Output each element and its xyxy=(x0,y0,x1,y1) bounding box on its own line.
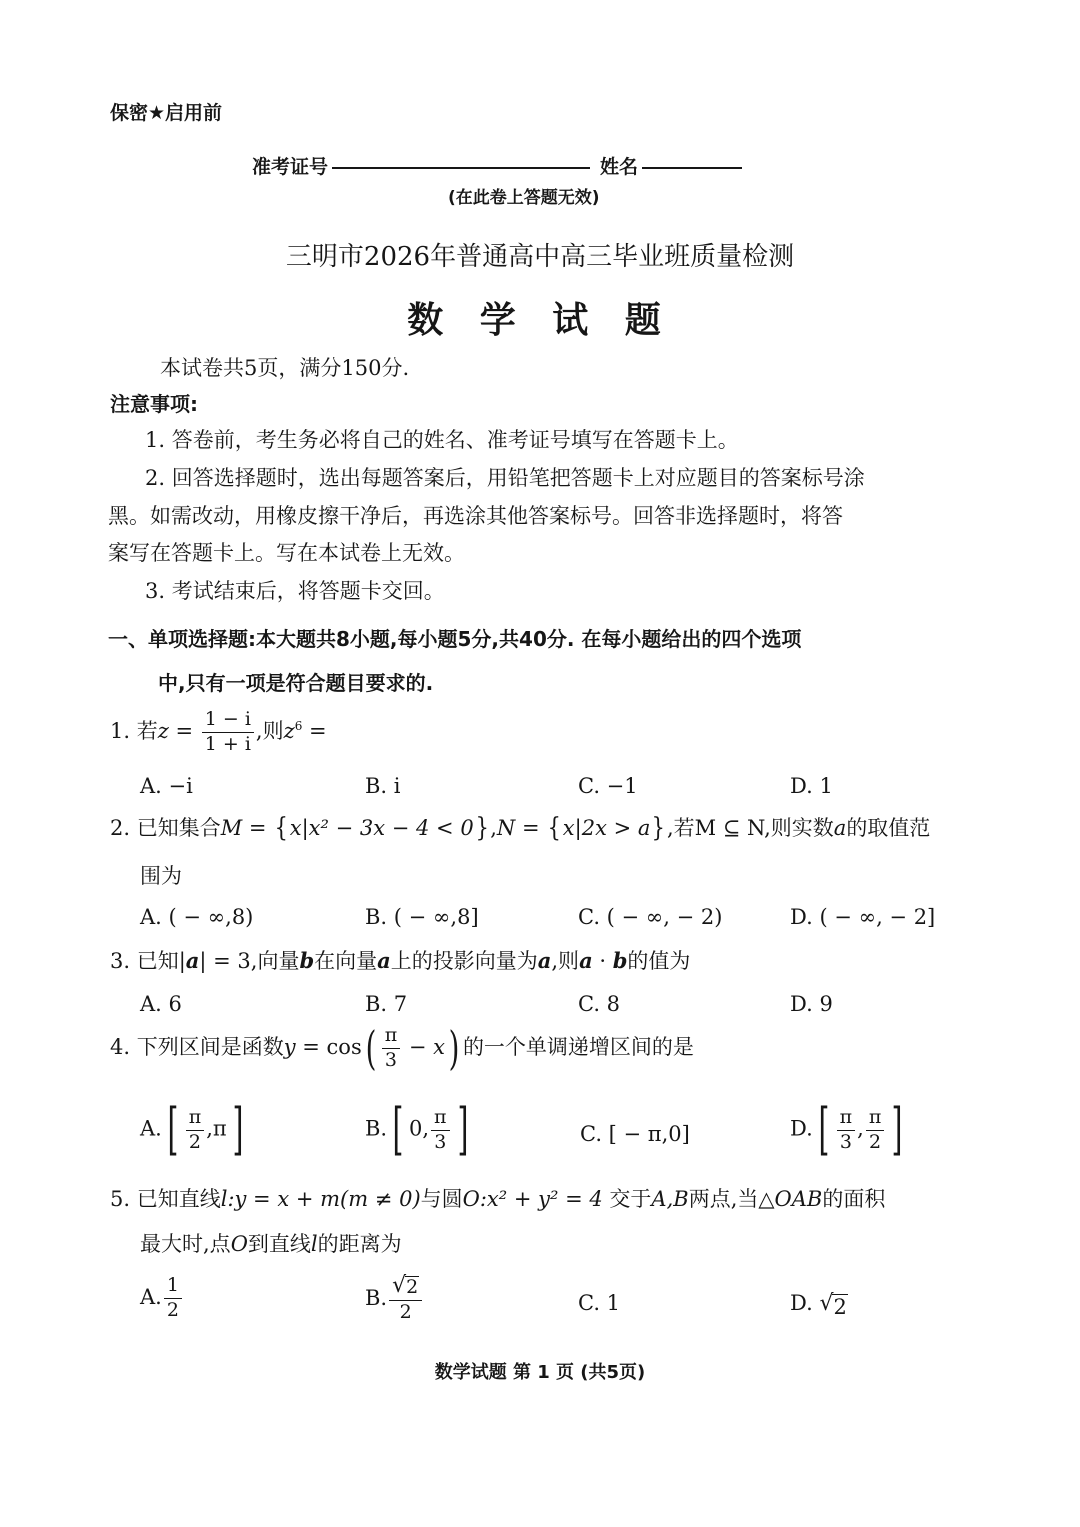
q2-set-m-name: M xyxy=(220,816,243,840)
q5-var-o-2: O xyxy=(230,1232,248,1256)
q3-option-d: D. 9 xyxy=(790,992,833,1016)
q3-text-4: ,则 xyxy=(551,949,580,973)
question-4: 4. 下列区间是函数y = cos( $\frac{\pi}{3}$ − x) 的一个单调递增区间的是 xyxy=(110,1021,694,1076)
q4-option-d-den-2: 2 xyxy=(869,1130,882,1153)
q4-option-a-num: π xyxy=(186,1107,205,1131)
q2-set-m: x|x² − 3x − 4 < 0 xyxy=(289,816,474,840)
q5-option-a-den: 2 xyxy=(166,1298,179,1321)
q1-var-z6: z xyxy=(283,718,295,743)
q5-line-equation: :y = x + m(m ≠ 0) xyxy=(227,1187,421,1211)
subject-title: 数 学 试 题 xyxy=(407,300,673,341)
q2-set-n-name: N xyxy=(496,816,516,840)
q4-var-y: y xyxy=(283,1034,296,1059)
q4-fraction xyxy=(382,1025,401,1072)
q2-option-d: D. ( − ∞, − 2] xyxy=(790,905,936,929)
q3-vec-a-3: a xyxy=(537,948,552,973)
q3-tail: 的值为 xyxy=(627,949,691,973)
question-2: 2. 已知集合M = {x|x² − 3x − 4 < 0},N = {x|2x > a},若M ⊆ N,则实数a的取值范 xyxy=(110,813,931,843)
ticket-number-blank xyxy=(332,167,590,169)
section-1-heading-line-2: 中,只有一项是符合题目要求的. xyxy=(158,671,434,695)
q2-prefix: 2. 已知集合 xyxy=(110,816,221,840)
q5-option-b-den: 2 xyxy=(399,1300,412,1323)
q5-line2-tail: 的距离为 xyxy=(317,1232,402,1256)
q4-option-d-frac-1 xyxy=(837,1107,856,1154)
q2-condition: ,若M ⊆ N,则实数 xyxy=(666,816,834,840)
q1-tail: = xyxy=(302,718,327,743)
q4-option-d-num-1: π xyxy=(837,1107,856,1131)
q5-tail: 的面积 xyxy=(822,1187,886,1211)
notice-item-2-line-1: 2. 回答选择题时，选出每题答案后，用铅笔把答题卡上对应题目的答案标号涂 xyxy=(145,466,865,490)
q5-line2-prefix: 最大时,点 xyxy=(140,1232,231,1256)
q5-option-b-radicand: 2 xyxy=(406,1276,419,1298)
q4-option-b-frac xyxy=(431,1107,450,1154)
candidate-info-row xyxy=(252,152,742,179)
q3-dot: · xyxy=(592,949,613,973)
q4-option-c: C. [ − π,0] xyxy=(580,1122,690,1146)
notice-item-1: 1. 答卷前，考生务必将自己的姓名、准考证号填写在答题卡上。 xyxy=(145,428,739,452)
q5-option-a-frac xyxy=(164,1275,182,1322)
question-5-line-2 xyxy=(140,1228,402,1258)
section-1-heading-line-1: 一、单项选择题:本大题共8小题,每小题5分,共40分. 在每小题给出的四个选项 xyxy=(108,627,802,651)
q1-exponent: 6 xyxy=(294,718,303,733)
q4-option-a: A.[ $\frac{\pi}{2}$ ,π] xyxy=(140,1097,244,1162)
q4-prefix: 4. 下列区间是函数 xyxy=(110,1034,284,1059)
q4-option-a-label: A. xyxy=(140,1116,162,1141)
q4-option-a-rest: ,π xyxy=(206,1116,227,1141)
q3-vec-b-2: b xyxy=(612,948,628,973)
ticket-number-label: 准考证号 xyxy=(252,156,329,178)
q5-var-l-2: l xyxy=(310,1232,318,1256)
q5-option-b xyxy=(365,1275,424,1324)
exam-org-title: 三明市2026年普通高中高三毕业班质量检测 xyxy=(285,242,795,272)
question-3 xyxy=(110,945,690,975)
question-2-line-2: 围为 xyxy=(140,864,182,888)
notice-item-2-line-2: 黑。如需改动，用橡皮擦干净后，再选涂其他答案标号。回答非选择题时，将答 xyxy=(108,504,843,528)
q4-minus-x: − x xyxy=(402,1034,445,1059)
q1-var-z: z xyxy=(157,718,169,743)
q5-option-d-radicand: 2 xyxy=(833,1295,847,1319)
q2-var-a: a xyxy=(833,816,847,840)
q5-circle-equation: :x² + y² = 4 xyxy=(479,1187,603,1211)
q4-cos: = cos xyxy=(295,1034,362,1059)
q3-text-1: | = 3,向量 xyxy=(199,949,300,973)
q4-option-a-den: 2 xyxy=(188,1130,201,1153)
name-label: 姓名 xyxy=(600,156,639,178)
q1-denominator: 1 + i xyxy=(204,732,251,755)
q1-option-a: A. −i xyxy=(140,774,193,798)
question-5-line-1 xyxy=(110,1183,885,1213)
question-1 xyxy=(110,709,327,756)
q5-var-l: l xyxy=(220,1187,228,1211)
q1-then: ,则 xyxy=(255,718,284,743)
q5-option-b-label: B. xyxy=(365,1285,388,1310)
q5-text-1: 与圆 xyxy=(420,1187,463,1211)
q5-option-b-num: √ 2 xyxy=(389,1275,422,1301)
page-footer: 数学试题 第 1 页 (共5页) xyxy=(434,1362,646,1383)
q5-option-d-label: D. xyxy=(790,1291,813,1315)
q1-option-b: B. i xyxy=(365,774,401,798)
q4-option-d-comma: , xyxy=(857,1116,864,1141)
notice-item-2-line-3: 案写在答题卡上。写在本试卷上无效。 xyxy=(108,541,465,565)
q2-tail: 的取值范 xyxy=(846,816,931,840)
q3-vec-a-2: a xyxy=(377,948,391,973)
exam-info: 本试卷共5页，满分150分. xyxy=(160,356,410,380)
q2-option-b: B. ( − ∞,8] xyxy=(365,905,479,929)
q3-option-b: B. 7 xyxy=(365,992,408,1016)
notice-item-3: 3. 考试结束后，将答题卡交回。 xyxy=(145,579,445,603)
q4-tail: 的一个单调递增区间的是 xyxy=(462,1034,694,1059)
q1-prefix: 1. 若 xyxy=(110,718,158,743)
q4-option-a-frac xyxy=(186,1107,205,1154)
q5-prefix: 5. 已知直线 xyxy=(110,1187,221,1211)
q3-vec-a: a xyxy=(185,948,200,973)
q5-option-a xyxy=(140,1275,184,1322)
q4-option-b-den: 3 xyxy=(434,1130,447,1153)
q5-option-c: C. 1 xyxy=(578,1291,621,1315)
q5-text-2: 交于 xyxy=(602,1187,652,1211)
q1-option-c: C. −1 xyxy=(578,774,638,798)
q3-text-2: 在向量 xyxy=(314,949,378,973)
q5-option-d: D. √ 2 xyxy=(790,1291,847,1319)
q5-option-a-num: 1 xyxy=(164,1275,182,1299)
q4-option-d: D.[ $\frac{\pi}{3}$ , $\frac{\pi}{2}$ ] xyxy=(790,1097,903,1162)
q5-line2-mid: 到直线 xyxy=(247,1232,311,1256)
q1-fraction xyxy=(202,709,254,756)
q2-option-a: A. ( − ∞,8) xyxy=(140,905,254,929)
q4-option-b-label: B. xyxy=(365,1116,388,1141)
q3-text-3: 上的投影向量为 xyxy=(390,949,538,973)
q5-option-a-label: A. xyxy=(140,1284,162,1309)
q1-eq: = xyxy=(168,718,200,743)
q2-option-c: C. ( − ∞, − 2) xyxy=(578,905,723,929)
q3-vec-b: b xyxy=(299,948,315,973)
q3-option-a: A. 6 xyxy=(140,992,182,1016)
q4-option-d-label: D. xyxy=(790,1116,813,1141)
q4-option-d-frac-2 xyxy=(866,1107,885,1154)
q5-text-3: 两点,当△ xyxy=(688,1187,775,1211)
q5-triangle-oab: OAB xyxy=(774,1187,823,1211)
q4-fraction-num: π xyxy=(382,1025,401,1049)
notice-heading: 注意事项: xyxy=(110,392,198,416)
q2-set-n: x|2x > a xyxy=(562,816,651,840)
confidential-mark: 保密★启用前 xyxy=(110,102,223,124)
q1-option-d: D. 1 xyxy=(790,774,833,798)
q4-option-b-num: π xyxy=(431,1107,450,1131)
q4-option-d-num-2: π xyxy=(866,1107,885,1131)
q4-option-b: B.[ 0, $\frac{\pi}{3}$ ] xyxy=(365,1097,468,1162)
q3-prefix: 3. 已知| xyxy=(110,949,186,973)
q4-fraction-den: 3 xyxy=(384,1048,397,1071)
q3-option-c: C. 8 xyxy=(578,992,621,1016)
invalid-note: (在此卷上答题无效) xyxy=(448,188,600,208)
q5-points-ab: A,B xyxy=(651,1187,689,1211)
q5-var-o: O xyxy=(462,1187,480,1211)
q5-option-b-frac xyxy=(389,1275,422,1324)
q4-option-d-den-1: 3 xyxy=(839,1130,852,1153)
name-blank xyxy=(642,167,742,169)
q4-option-b-zero: 0, xyxy=(408,1116,430,1141)
q3-vec-a-4: a xyxy=(579,948,593,973)
q1-numerator: 1 − i xyxy=(202,709,254,733)
